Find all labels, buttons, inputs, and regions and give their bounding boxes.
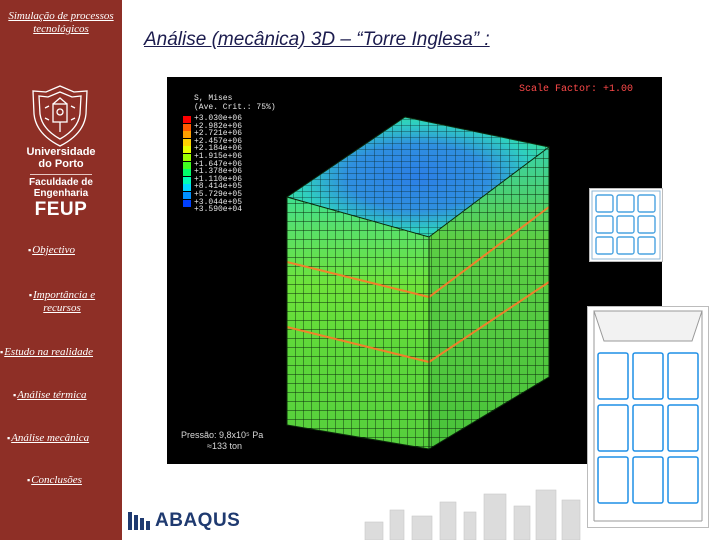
- legend-title-line-2: (Ave. Crit.: 75%): [194, 103, 276, 112]
- legend-swatch: [183, 184, 191, 191]
- university-crest-icon: [29, 84, 91, 148]
- legend-swatch: [183, 131, 191, 138]
- legend-value: +3.030e+06: [194, 114, 243, 123]
- legend-swatch: [183, 200, 191, 207]
- legend-value: +2.457e+06: [194, 136, 243, 146]
- legend-swatch: [183, 177, 191, 184]
- plan-view-schematic: [589, 188, 663, 262]
- pressure-annotation: [181, 430, 263, 452]
- legend-value: +2.184e+06: [194, 144, 243, 154]
- sidebar-item-label: Importância e recursos: [33, 289, 96, 314]
- sidebar-item-label: Estudo na realidade: [4, 346, 94, 358]
- sidebar-item-analise-termica[interactable]: [13, 389, 87, 402]
- legend-value: +1.378e+06: [194, 167, 243, 177]
- bullet-icon: ▪: [27, 475, 31, 485]
- sidebar-item-analise-mecanica[interactable]: [7, 432, 89, 445]
- faculty-line-1: Faculdade de: [29, 177, 93, 188]
- legend-value: +8.414e+05: [194, 182, 243, 192]
- buildings-illustration: [360, 482, 587, 540]
- course-title: Simulação de processos tecnológicos: [8, 10, 114, 35]
- legend-value: +2.982e+06: [194, 121, 243, 131]
- sidebar-item-label: Análise térmica: [17, 389, 87, 401]
- legend-swatch: [183, 124, 191, 131]
- 3ds-logo-icon: [128, 512, 150, 530]
- sidebar-item-objectivo[interactable]: [28, 244, 75, 257]
- university-line-2: do Porto: [38, 158, 84, 170]
- sidebar-item-estudo[interactable]: [0, 346, 93, 359]
- faculty-line-2: Engenharia: [33, 188, 89, 199]
- sidebar-item-conclusoes[interactable]: [27, 474, 82, 487]
- legend-swatch: [183, 154, 191, 161]
- sidebar-item-label: Objectivo: [32, 244, 75, 256]
- legend-value: +1.110e+06: [194, 174, 243, 184]
- legend-value: +2.721e+06: [194, 129, 243, 139]
- sidebar: [0, 0, 122, 540]
- university-line-1: Universidade: [26, 146, 96, 158]
- legend-swatch: [183, 192, 191, 199]
- bullet-icon: ▪: [7, 433, 11, 443]
- bullet-icon: ▪: [28, 245, 32, 255]
- sidebar-item-importancia[interactable]: [12, 289, 112, 315]
- abaqus-logo: [128, 510, 240, 532]
- pressure-sub-label: ≈133 ton: [207, 441, 242, 451]
- legend-swatch: [183, 146, 191, 153]
- frame-view: [588, 307, 708, 527]
- legend-value: +3.044e+05: [194, 197, 243, 207]
- abaqus-logo-text: ABAQUS: [155, 510, 241, 531]
- legend-swatch: [183, 116, 191, 123]
- scale-factor-label: Scale Factor: +1.00: [518, 84, 633, 95]
- bullet-icon: ▪: [28, 290, 33, 300]
- legend-swatch: [183, 162, 191, 169]
- page-title: Análise (mecânica) 3D – “Torre Inglesa” :: [144, 29, 490, 50]
- legend-value: +1.915e+06: [194, 152, 243, 161]
- legend-title: [194, 94, 276, 112]
- sidebar-item-label: Conclusões: [31, 474, 82, 486]
- legend-value: +3.590e+04: [194, 205, 243, 215]
- legend-swatch: [183, 169, 191, 176]
- faculty-acronym: FEUP: [34, 199, 88, 220]
- legend-value: +5.729e+05: [194, 190, 243, 199]
- legend-value: +1.647e+06: [194, 159, 243, 169]
- sidebar-item-label: Análise mecânica: [11, 432, 90, 444]
- divider: [30, 174, 92, 175]
- bullet-icon: ▪: [0, 347, 4, 357]
- legend-title-line-1: S, Mises: [194, 94, 233, 103]
- faculty-name: [0, 177, 122, 199]
- pressure-label: Pressão: 9,8x10⁵ Pa: [181, 430, 264, 440]
- university-name: [0, 146, 122, 170]
- legend-swatch: [183, 139, 191, 146]
- bullet-icon: ▪: [13, 390, 17, 400]
- structure-frame-schematic: [587, 306, 709, 528]
- plan-view-grid: [590, 189, 662, 261]
